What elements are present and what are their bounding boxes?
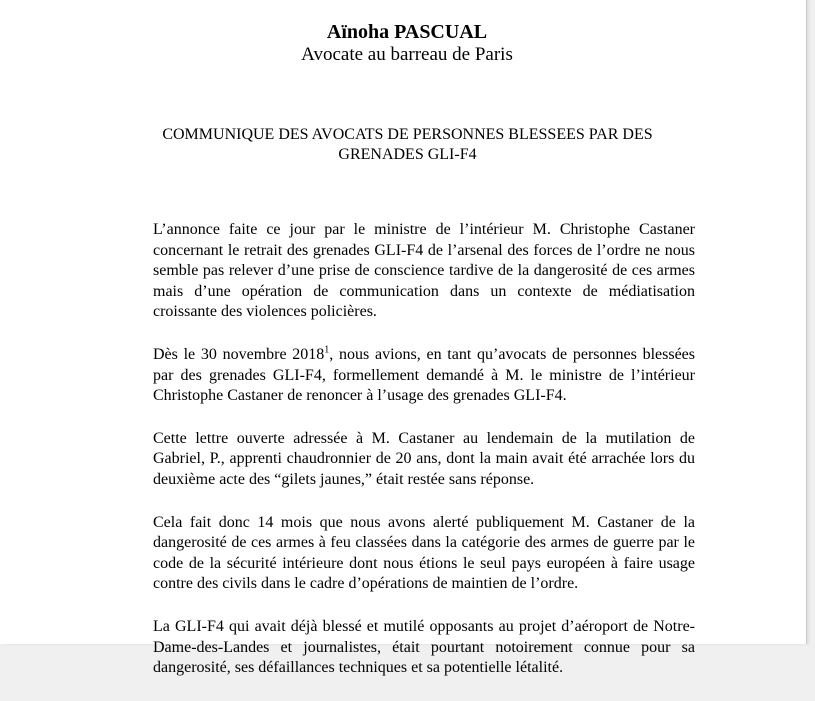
author-title: Avocate au barreau de Paris (301, 44, 513, 65)
document-title-line: GRENADES GLI-F4 (338, 146, 477, 163)
document-title (120, 125, 695, 165)
paragraph-3: Cette lettre ouverte adressée à M. Castaner au lendemain de la mutilation de Gabriel, P., apprenti chaudronnier de 20 ans, dont la main avait été arrachée lors du deuxième acte des “gilets jaunes,” était restée sans réponse. (153, 429, 695, 488)
paragraph-4: Cela fait donc 14 mois que nous avons alerté publiquement M. Castaner de la dangerosité de ces armes à feu classées dans la catégorie des armes de guerre par le code de la sécurité intérieure dont nous étions le seul pays européen à faire usage contre des civils dans le cadre d’opérations de maintien de l’ordre. (153, 513, 695, 593)
paragraph-2-start: Dès le 30 novembre 2018 (153, 345, 325, 363)
document-title-line: COMMUNIQUE DES AVOCATS DE PERSONNES BLESSEES PAR DES (162, 126, 653, 143)
paragraph-2 (153, 345, 695, 407)
document-body (153, 220, 695, 701)
footnote-reference[interactable]: 1 (324, 344, 330, 356)
paragraph-1: L’annonce faite ce jour par le ministre de l’intérieur M. Christophe Castaner concernant le retrait des grenades GLI-F4 de l’arsenal des forces de l’ordre ne nous semble pas relever d’une prise de conscience tardive de la dangerosité de ces armes mais d’une opération de communication dans un contexte de médiatisation croissante des violences policières. (153, 221, 695, 321)
author-name: Aïnoha PASCUAL (326, 21, 488, 43)
paragraph-5: La GLI-F4 qui avait déjà blessé et mutilé opposants au projet d’aéroport de Notre-Dame-des-Landes et journalistes, était pourtant notoirement connue pour sa dangerosité, ses défaillances techniques et sa potentielle létalité. (153, 617, 695, 677)
paragraph-2-end: , nous avions, en tant qu’avocats de personnes blessées par des grenades GLI-F4, formellement demandé à M. le ministre de l’intérieur Christophe Castaner de renoncer à l’usage des grenades GLI-F4. (153, 345, 695, 405)
